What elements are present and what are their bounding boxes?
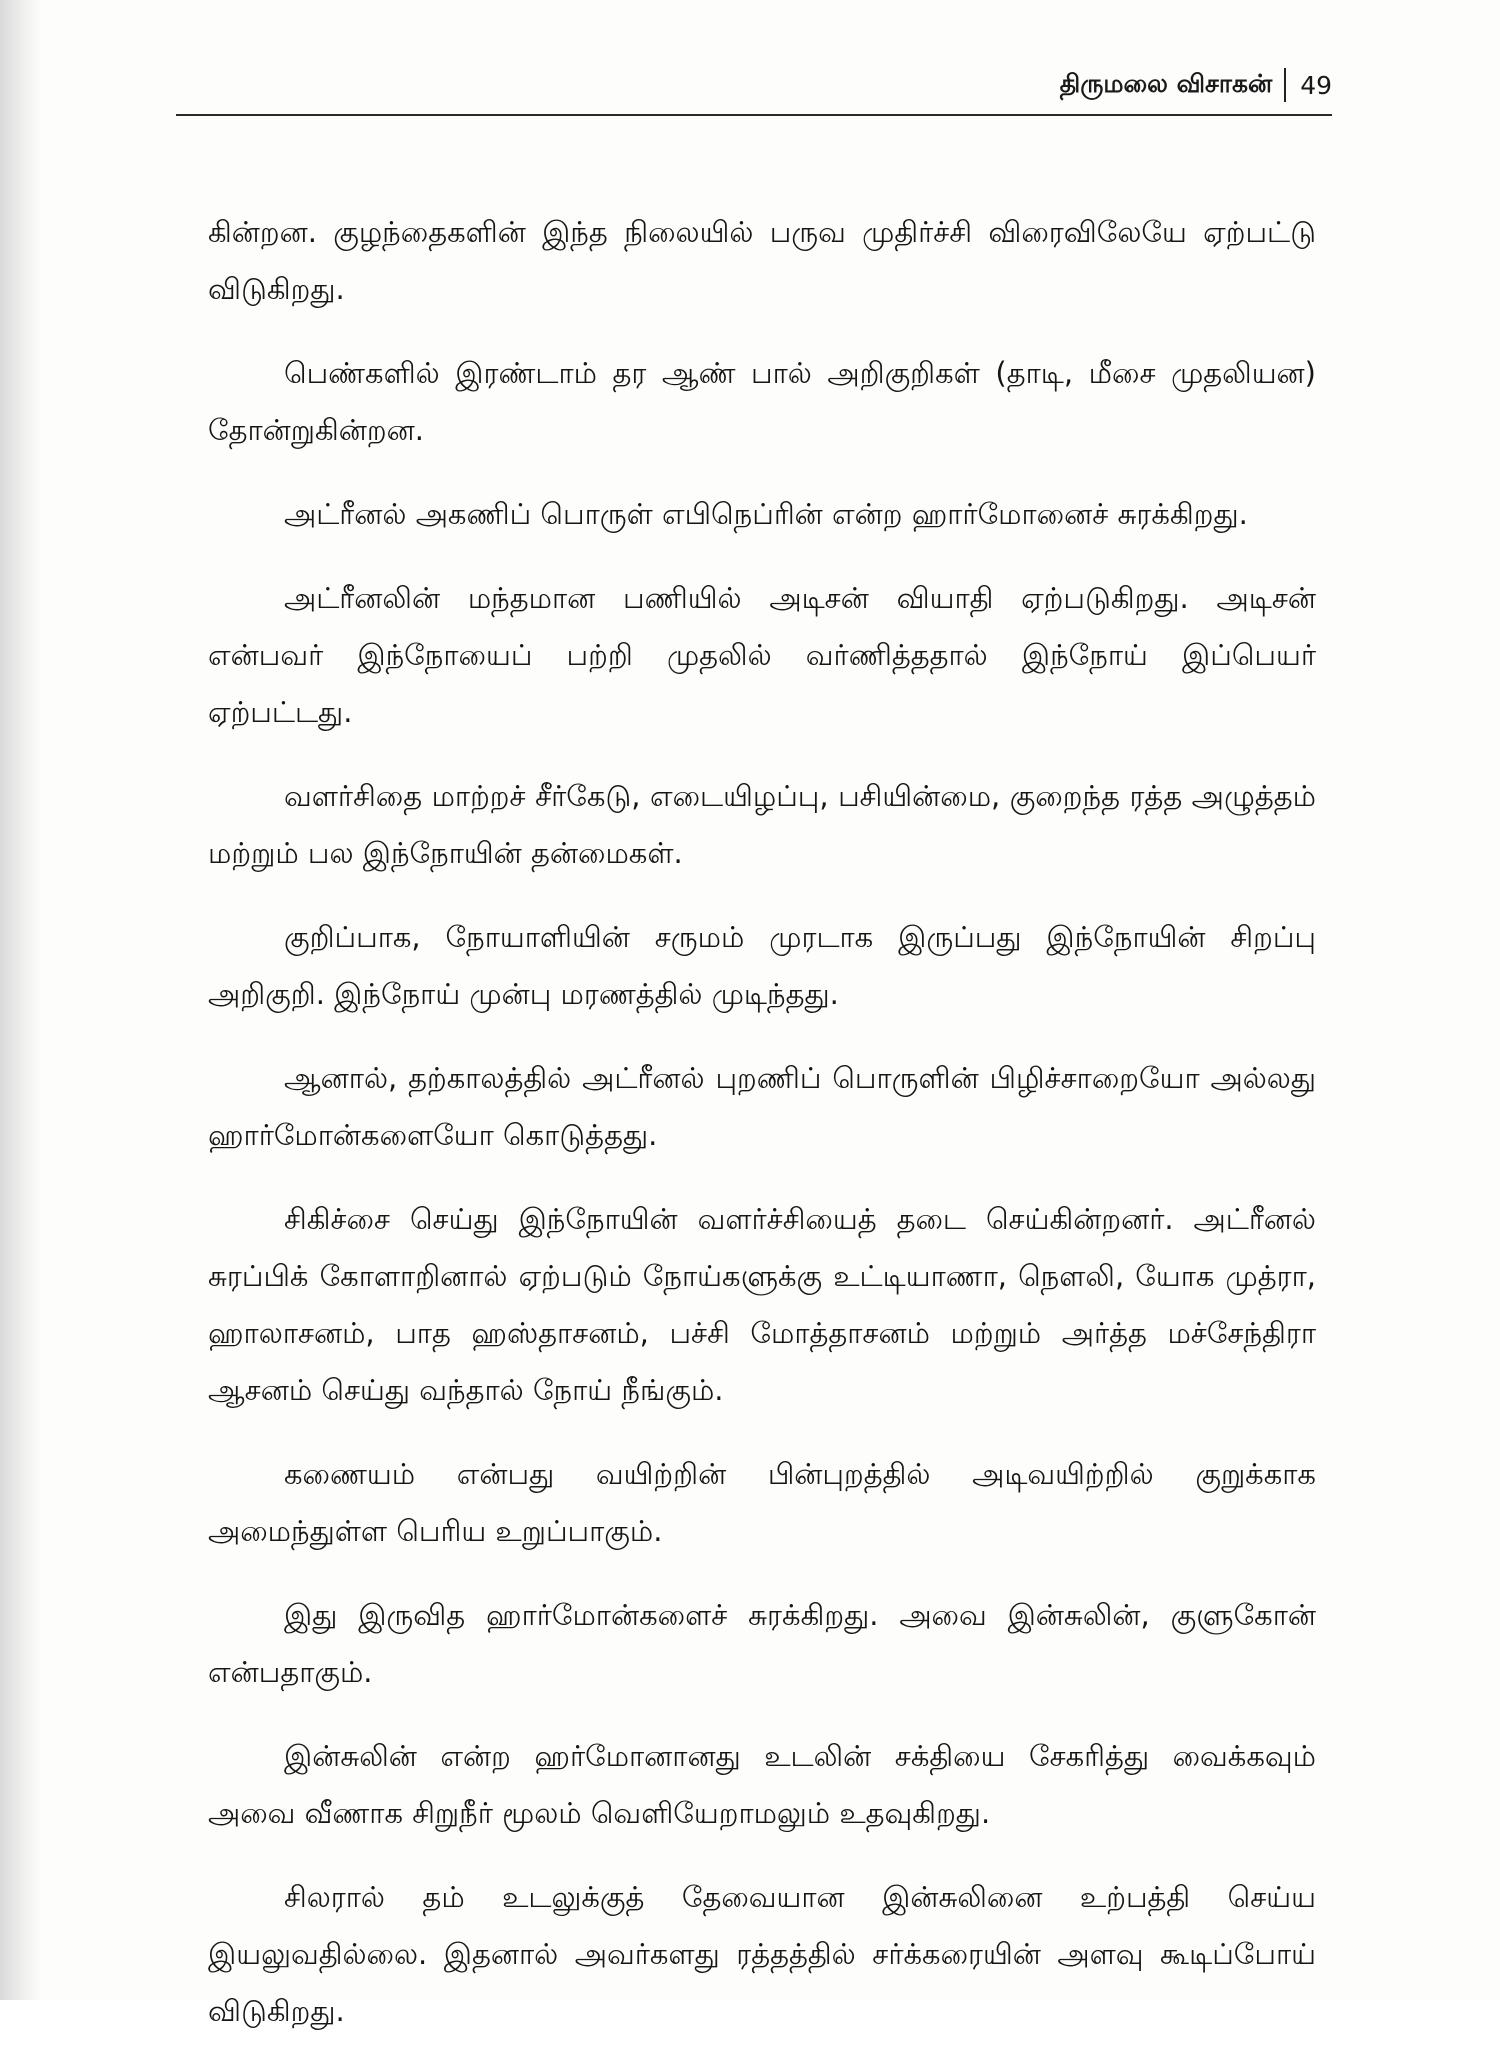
paragraph: குறிப்பாக, நோயாளியின் சருமம் முரடாக இருப்பது இந்நோயின் சிறப்பு அறிகுறி. இந்நோய் முன்பு மரணத்தில் முடிந்தது. xyxy=(208,920,1316,1011)
paragraph: சிலரால் தம் உடலுக்குத் தேவையான இன்சுலினை உற்பத்தி செய்ய இயலுவதில்லை. இதனால் அவர்களது ரத்தத்தில் சர்க்கரையின் அளவு கூடிப்போய் விடுகிறது. xyxy=(208,1880,1316,2028)
paragraph: வளர்சிதை மாற்றச் சீர்கேடு, எடையிழப்பு, பசியின்மை, குறைந்த ரத்த அழுத்தம் மற்றும் பல இந்நோயின் தன்மைகள். xyxy=(208,779,1316,870)
running-head xyxy=(1060,68,1332,102)
header-separator xyxy=(1284,68,1286,102)
header-rule xyxy=(176,114,1332,116)
page-header xyxy=(176,58,1332,116)
paragraph: ஆனால், தற்காலத்தில் அட்ரீனல் புறணிப் பொருளின் பிழிச்சாறையோ அல்லது ஹார்மோன்களையோ கொடுத்தது. xyxy=(208,1061,1316,1152)
body-text xyxy=(208,204,1316,2067)
paragraph: இன்சுலின் என்ற ஹர்மோனானது உடலின் சக்தியை சேகரித்து வைக்கவும் அவை வீணாக சிறுநீர் மூலம் வெளியேறாமலும் உதவுகிறது. xyxy=(208,1739,1316,1830)
binding-gutter-shadow xyxy=(0,0,42,2000)
paragraph: இது இருவித ஹார்மோன்களைச் சுரக்கிறது. அவை இன்சுலின், குளுகோன் என்பதாகும். xyxy=(208,1598,1316,1689)
paragraph: சிகிச்சை செய்து இந்நோயின் வளர்ச்சியைத் தடை செய்கின்றனர். அட்ரீனல் சுரப்பிக் கோளாறினால் ஏற்படும் நோய்களுக்கு உட்டியாணா, நௌலி, யோக முத்ரா, ஹாலாசனம், பாத ஹஸ்தாசனம், பச்சி மோத்தாசனம் மற்றும் அர்த்த மச்சேந்திரா ஆசனம் செய்து வந்தால் நோய் நீங்கும். xyxy=(208,1202,1316,1407)
paragraph: கணையம் என்பது வயிற்றின் பின்புறத்தில் அடிவயிற்றில் குறுக்காக அமைந்துள்ள பெரிய உறுப்பாகும். xyxy=(208,1457,1316,1548)
page-number: 49 xyxy=(1300,70,1332,100)
running-title: திருமலை விசாகன் xyxy=(1059,68,1273,98)
paragraph: கின்றன. குழந்தைகளின் இந்த நிலையில் பருவ முதிர்ச்சி விரைவிலேயே ஏற்பட்டு விடுகிறது. xyxy=(208,215,1316,306)
paragraph: அட்ரீனல் அகணிப் பொருள் எபிநெப்ரின் என்ற ஹார்மோனைச் சுரக்கிறது. xyxy=(284,497,1248,531)
paragraph: பெண்களில் இரண்டாம் தர ஆண் பால் அறிகுறிகள் (தாடி, மீசை முதலியன) தோன்றுகின்றன. xyxy=(208,356,1316,447)
paragraph: அட்ரீனலின் மந்தமான பணியில் அடிசன் வியாதி ஏற்படுகிறது. அடிசன் என்பவர் இந்நோயைப் பற்றி முதலில் வர்ணித்ததால் இந்நோய் இப்பெயர் ஏற்பட்டது. xyxy=(208,581,1316,729)
